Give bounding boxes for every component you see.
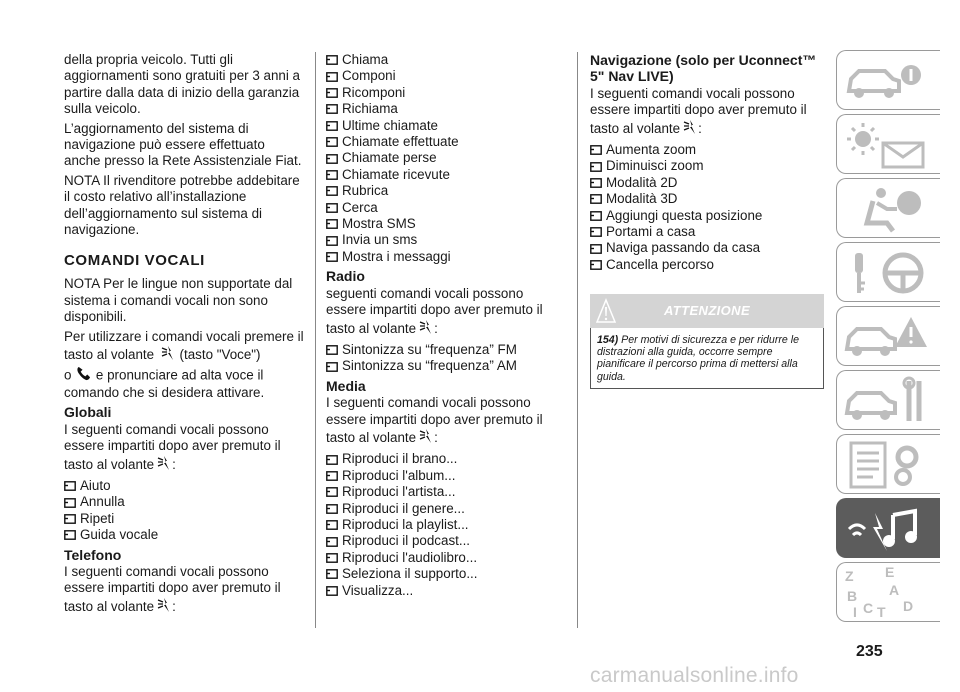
media-command-item-label: Riproduci la playlist... xyxy=(342,516,469,532)
checkbox-bullet-icon xyxy=(326,537,338,547)
car-service-icon xyxy=(837,371,937,429)
phone-command-item xyxy=(326,232,564,248)
airbag-seat-icon xyxy=(837,179,937,237)
intro-paragraph-2: L’aggiornamento del sistema di navigazione può essere effettuato anche presso la Rete Assistenziale Fiat. xyxy=(64,120,302,169)
navigation-command-item xyxy=(590,175,826,191)
phone-command-item-label: Rubrica xyxy=(342,183,389,199)
page-number: 235 xyxy=(856,643,883,660)
media-command-item xyxy=(326,501,564,517)
phone-command-item-label: Invia un sms xyxy=(342,232,418,248)
column-divider-right xyxy=(577,52,578,628)
checkbox-bullet-icon xyxy=(326,104,338,114)
media-command-item xyxy=(326,550,564,566)
navigation-command-list xyxy=(590,142,826,273)
phone-command-item xyxy=(326,167,564,183)
index-letter-e: E xyxy=(885,564,895,580)
checkbox-bullet-icon xyxy=(64,530,76,540)
checkbox-bullet-icon xyxy=(590,244,602,254)
globali-text: I seguenti comandi vocali possono essere impartiti dopo aver premuto il tasto al volante : xyxy=(64,422,304,475)
voice-command-icon xyxy=(681,119,697,139)
column-1 xyxy=(64,52,304,620)
index-letter-c: C xyxy=(863,600,874,616)
media-command-item xyxy=(326,566,564,582)
globali-command-item xyxy=(64,494,304,510)
checkbox-bullet-icon xyxy=(326,203,338,213)
navigation-command-item-label: Aggiungi questa posizione xyxy=(606,207,763,223)
media-command-item-label: Riproduci l'album... xyxy=(342,467,456,483)
checkbox-bullet-icon xyxy=(326,170,338,180)
tab-index[interactable] xyxy=(836,562,940,622)
radio-command-item xyxy=(326,342,564,358)
phone-command-item xyxy=(326,68,564,84)
checkbox-bullet-icon xyxy=(326,186,338,196)
phone-command-item-label: Ricomponi xyxy=(342,84,406,100)
checkbox-bullet-icon xyxy=(326,252,338,262)
index-letter-a: A xyxy=(889,582,900,598)
checkbox-bullet-icon xyxy=(326,520,338,530)
media-command-item-label: Riproduci il genere... xyxy=(342,500,465,516)
index-letter-b: B xyxy=(847,588,858,604)
phone-command-item xyxy=(326,249,564,265)
checkbox-bullet-icon xyxy=(326,55,338,65)
index-letter-z: Z xyxy=(845,568,854,584)
section-title-navigation: Navigazione (solo per Uconnect™ 5" Nav LIVE) xyxy=(590,52,817,85)
voice-command-icon xyxy=(159,345,175,365)
checkbox-bullet-icon xyxy=(326,455,338,465)
voice-command-icon xyxy=(417,428,433,448)
phone-command-item xyxy=(326,118,564,134)
phone-command-item xyxy=(326,134,564,150)
globali-command-item xyxy=(64,527,304,543)
multimedia-icon xyxy=(837,499,937,557)
media-command-item xyxy=(326,451,564,467)
media-command-item xyxy=(326,484,564,500)
phone-command-item-label: Chiama xyxy=(342,52,389,67)
phone-command-item-label: Chiamate ricevute xyxy=(342,166,450,182)
voice-press-instructions: Per utilizzare i comandi vocali premere il tasto al volante (tasto "Voce") o e pronunciare ad alta voce il comando che si desidera attivare. xyxy=(64,328,304,400)
phone-icon xyxy=(76,366,91,385)
tab-maintenance[interactable] xyxy=(836,370,940,430)
checkbox-bullet-icon xyxy=(326,88,338,98)
navigation-command-item xyxy=(590,224,826,240)
checkbox-bullet-icon xyxy=(590,145,602,155)
column-divider-left xyxy=(315,52,316,628)
media-command-list xyxy=(326,451,564,599)
phone-command-item xyxy=(326,101,564,117)
checkbox-bullet-icon xyxy=(326,471,338,481)
navigation-command-item xyxy=(590,142,826,158)
section-title-radio: Radio xyxy=(326,268,365,285)
column-3 xyxy=(590,52,826,273)
index-letter-t: T xyxy=(877,604,886,620)
checkbox-bullet-icon xyxy=(326,586,338,596)
media-command-item-label: Riproduci l'artista... xyxy=(342,484,456,500)
phone-command-item-label: Mostra i messaggi xyxy=(342,248,451,264)
checkbox-bullet-icon xyxy=(590,194,602,204)
phone-command-item xyxy=(326,85,564,101)
checkbox-bullet-icon xyxy=(326,504,338,514)
navigation-command-item xyxy=(590,240,826,256)
phone-command-item-label: Chiamate perse xyxy=(342,150,437,166)
media-text: I seguenti comandi vocali possono essere impartiti dopo aver premuto il tasto al volante : xyxy=(326,395,564,448)
phone-command-item-label: Mostra SMS xyxy=(342,216,416,232)
radio-command-item-label: Sintonizza su “frequenza” AM xyxy=(342,358,517,374)
globali-command-item-label: Guida vocale xyxy=(80,527,159,543)
voice-command-icon xyxy=(155,597,171,617)
navigation-command-item-label: Naviga passando da casa xyxy=(606,240,761,256)
section-heading-voice-commands: COMANDI VOCALI xyxy=(64,252,205,270)
globali-command-list xyxy=(64,478,304,544)
checkbox-bullet-icon xyxy=(590,227,602,237)
warning-lights-icon xyxy=(837,115,937,173)
phone-command-item-label: Chiamate effettuate xyxy=(342,134,459,150)
watermark: carmanualsonline.info xyxy=(590,664,799,687)
intro-paragraph-1: della propria veicolo. Tutti gli aggiornamenti sono gratuiti per 3 anni a partire dalla data di inizio della garanzia sulla veicolo. xyxy=(64,52,300,117)
warning-title: ATTENZIONE xyxy=(663,303,751,318)
checkbox-bullet-icon xyxy=(326,219,338,229)
car-info-icon xyxy=(837,51,937,109)
navigation-command-item xyxy=(590,208,826,224)
checkbox-bullet-icon xyxy=(326,137,338,147)
tab-emergency[interactable] xyxy=(836,306,940,366)
checkbox-bullet-icon xyxy=(590,211,602,221)
navigation-command-item-label: Aumenta zoom xyxy=(606,142,697,158)
index-letter-d: D xyxy=(903,598,914,614)
checkbox-bullet-icon xyxy=(590,162,602,172)
checkbox-bullet-icon xyxy=(326,487,338,497)
phone-command-item-label: Ultime chiamate xyxy=(342,117,438,133)
checkbox-bullet-icon xyxy=(64,498,76,508)
navigation-command-item-label: Modalità 3D xyxy=(606,191,678,207)
tab-safety[interactable] xyxy=(836,178,940,238)
phone-command-item xyxy=(326,200,564,216)
voice-command-icon xyxy=(155,455,171,475)
checkbox-bullet-icon xyxy=(64,514,76,524)
languages-note: NOTA Per le lingue non supportate dal sistema i comandi vocali non sono disponibili. xyxy=(64,276,293,325)
voice-command-icon xyxy=(417,319,433,339)
checkbox-bullet-icon xyxy=(326,569,338,579)
checkbox-bullet-icon xyxy=(326,236,338,246)
checkbox-bullet-icon xyxy=(64,481,76,491)
checkbox-bullet-icon xyxy=(590,178,602,188)
checkbox-bullet-icon xyxy=(590,260,602,270)
checkbox-bullet-icon xyxy=(326,121,338,131)
tab-multimedia[interactable] xyxy=(836,498,940,558)
telefono-text: I seguenti comandi vocali possono essere impartiti dopo aver premuto il tasto al volante : xyxy=(64,564,304,617)
checkbox-bullet-icon xyxy=(326,553,338,563)
globali-command-item-label: Annulla xyxy=(80,494,125,510)
media-command-item-label: Seleziona il supporto... xyxy=(342,566,478,582)
tab-technical-data[interactable] xyxy=(836,434,940,494)
index-letter-i: I xyxy=(853,604,857,620)
media-command-item-label: Riproduci il brano... xyxy=(342,451,458,467)
checkbox-bullet-icon xyxy=(326,362,338,372)
tab-starting-driving[interactable] xyxy=(836,242,940,302)
checkbox-bullet-icon xyxy=(326,72,338,82)
intro-paragraph-3: NOTA Il rivenditore potrebbe addebitare il costo relativo all’installazione dell’aggiornamento sul sistema di navigazione. xyxy=(64,172,300,238)
phone-command-item-label: Componi xyxy=(342,68,396,84)
phone-command-item xyxy=(326,150,564,166)
warning-text: 154) Per motivi di sicurezza e per ridurre le distrazioni alla guida, occorre sempre pianificare il percorso prima di mettersi alla guida. xyxy=(590,328,824,389)
phone-command-item xyxy=(326,183,564,199)
key-steering-icon xyxy=(837,243,937,301)
phone-command-item xyxy=(326,52,564,68)
radio-command-item-label: Sintonizza su “frequenza” FM xyxy=(342,341,517,357)
column-2 xyxy=(326,52,564,599)
media-command-item xyxy=(326,533,564,549)
phone-command-item xyxy=(326,216,564,232)
tab-warning-lights[interactable] xyxy=(836,114,940,174)
navigation-command-item xyxy=(590,158,826,174)
globali-command-item xyxy=(64,478,304,494)
index-letters-icon xyxy=(837,563,937,621)
navigation-text: I seguenti comandi vocali possono essere impartiti dopo aver premuto il tasto al volante : xyxy=(590,86,826,139)
radio-command-list xyxy=(326,342,564,375)
navigation-command-item-label: Cancella percorso xyxy=(606,256,714,272)
media-command-item xyxy=(326,468,564,484)
media-command-item-label: Riproduci il podcast... xyxy=(342,533,471,549)
globali-command-item-label: Aiuto xyxy=(80,477,111,493)
tab-car-info[interactable] xyxy=(836,50,940,110)
navigation-command-item-label: Portami a casa xyxy=(606,224,696,240)
phone-command-item-label: Cerca xyxy=(342,199,378,215)
checkbox-bullet-icon xyxy=(326,154,338,164)
checkbox-bullet-icon xyxy=(326,345,338,355)
section-title-globali: Globali xyxy=(64,404,112,421)
phone-command-item-label: Richiama xyxy=(342,101,398,117)
navigation-command-item xyxy=(590,257,826,273)
globali-command-item-label: Ripeti xyxy=(80,510,115,526)
phone-command-list xyxy=(326,52,564,265)
navigation-command-item-label: Modalità 2D xyxy=(606,174,678,190)
media-command-item xyxy=(326,583,564,599)
warning-header xyxy=(590,294,824,328)
media-command-item xyxy=(326,517,564,533)
warning-box xyxy=(590,294,824,389)
radio-text: seguenti comandi vocali possono essere impartiti dopo aver premuto il tasto al volante : xyxy=(326,286,564,339)
navigation-command-item xyxy=(590,191,826,207)
media-command-item-label: Visualizza... xyxy=(342,582,414,598)
section-title-telefono: Telefono xyxy=(64,546,122,563)
section-title-media: Media xyxy=(326,377,366,394)
radio-command-item xyxy=(326,358,564,374)
specs-gear-icon xyxy=(837,435,937,493)
globali-command-item xyxy=(64,511,304,527)
media-command-item-label: Riproduci l'audiolibro... xyxy=(342,549,478,565)
navigation-command-item-label: Diminuisci zoom xyxy=(606,158,704,174)
emergency-icon xyxy=(837,307,937,365)
